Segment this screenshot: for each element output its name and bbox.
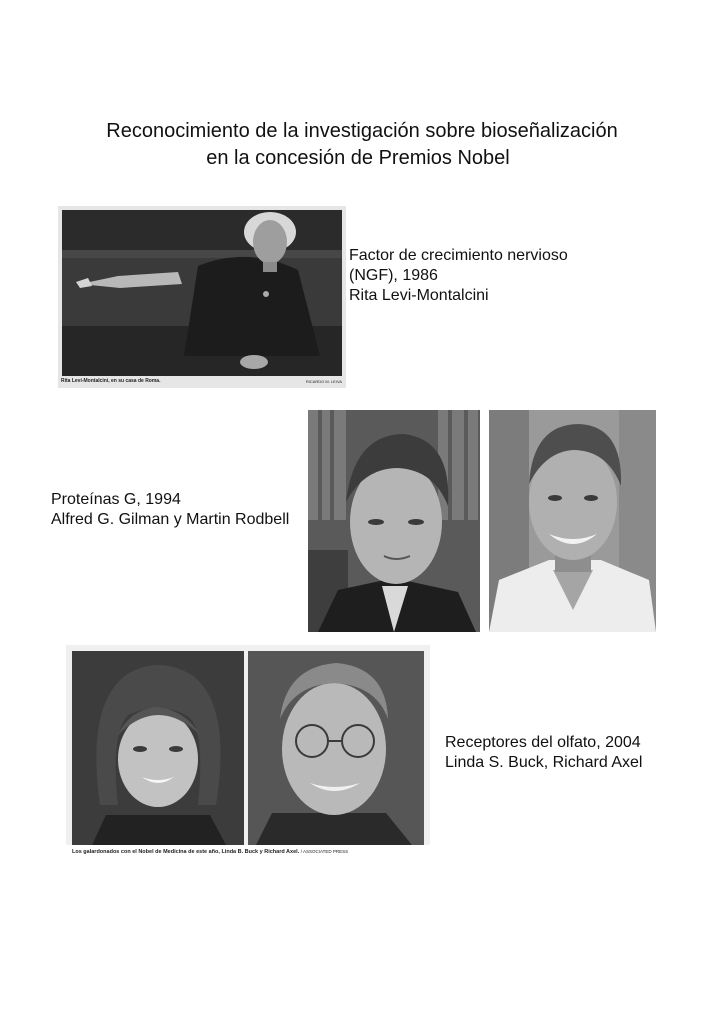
entry-ngf-laureates: Rita Levi-Montalcini bbox=[349, 287, 489, 304]
entry-ngf-topic-line2: (NGF), 1986 bbox=[349, 267, 438, 284]
entry-gproteins-laureates: Alfred G. Gilman y Martin Rodbell bbox=[51, 511, 290, 528]
title-line-1: Reconocimiento de la investigación sobre bioseñalización bbox=[106, 120, 618, 142]
entry-gproteins-caption bbox=[51, 490, 289, 530]
levi-photo-credit: RICARDO M. LEIVA bbox=[305, 379, 342, 384]
entry-ngf-caption bbox=[349, 246, 568, 306]
photo-rodbell bbox=[489, 410, 656, 632]
buck-axel-photo-caption bbox=[72, 848, 348, 856]
page-title bbox=[0, 118, 724, 172]
photo-gilman bbox=[308, 410, 480, 632]
gilman-portrait-illustration bbox=[308, 410, 480, 632]
photo-buck-axel bbox=[66, 645, 430, 860]
entry-ngf-topic-line1: Factor de crecimiento nervioso bbox=[349, 247, 568, 264]
levi-montalcini-illustration bbox=[58, 206, 346, 388]
entry-olfactory-caption bbox=[445, 733, 642, 773]
entry-olfactory-topic: Receptores del olfato, 2004 bbox=[445, 734, 641, 751]
rodbell-portrait-illustration bbox=[489, 410, 656, 632]
buck-axel-caption-text: Los galardonados con el Nobel de Medicina de este año, Linda B. Buck y Richard Axel. bbox=[72, 849, 300, 855]
levi-photo-caption: Rita Levi-Montalcini, en su casa de Roma. bbox=[61, 378, 161, 384]
buck-axel-illustration bbox=[66, 645, 430, 845]
entry-olfactory-laureates: Linda S. Buck, Richard Axel bbox=[445, 754, 643, 771]
entry-gproteins-topic: Proteínas G, 1994 bbox=[51, 491, 181, 508]
buck-axel-credit-text: / ASSOCIATED PRESS bbox=[300, 849, 349, 854]
photo-levi-montalcini bbox=[58, 206, 346, 388]
title-line-2: en la concesión de Premios Nobel bbox=[206, 147, 510, 169]
